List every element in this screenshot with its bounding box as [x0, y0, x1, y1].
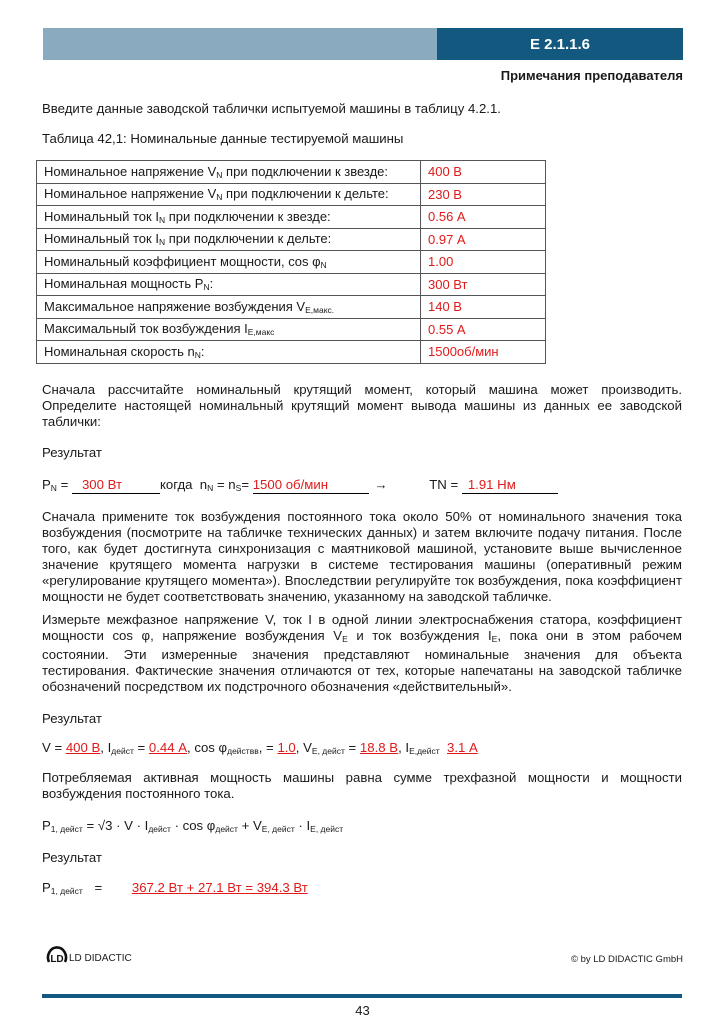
cos-value: 1.0 [277, 740, 296, 755]
text-part: и ток возбуждения I [347, 628, 492, 643]
pn-symbol: P [42, 477, 51, 492]
p-symbol: P [42, 818, 51, 833]
pn-value: 300 Вт [81, 477, 123, 492]
parameter-label: Номинальное напряжение $V_N$ при подключении к дельте: [37, 183, 421, 206]
p-symbol: P [42, 880, 51, 895]
arrow-icon: → [374, 477, 388, 492]
table-row [37, 273, 546, 296]
result-torque-line [42, 477, 682, 496]
table-row [37, 183, 546, 206]
text-part: , пока они в этом рабочем состоянии. Эти измеренные значения представляют номинальные значения для объекта тестирования. Фактические значения отличаются от тех, которые напечатаны на заводской табличке обозначений посредством их подстрочного обозначения «действительный». [42, 628, 682, 694]
equals: = [56, 477, 72, 492]
parameter-label: Номинальная мощность $P_N$: [37, 273, 421, 296]
header-bar-light [43, 28, 437, 60]
parameter-value: 0.97 А [421, 228, 546, 251]
result-power-line [42, 880, 682, 899]
parameter-label: Номинальный ток $I_N$ при подключении к дельте: [37, 228, 421, 251]
parameter-label: Номинальный ток $I_N$ при подключении к звезде: [37, 206, 421, 229]
subscript: E [491, 634, 498, 644]
parameter-label: Максимальное напряжение возбуждения $V_{E,макс.}$ [37, 296, 421, 319]
table-row [37, 161, 546, 184]
when-word: когда [159, 477, 193, 492]
logo-text: LD DIDACTIC [69, 953, 132, 964]
parameter-label: Номинальная скорость $n_N$: [37, 341, 421, 364]
footer-divider [42, 994, 682, 998]
nameplate-table [36, 160, 546, 364]
result-label-1: Результат [42, 445, 102, 460]
ld-didactic-logo [46, 940, 132, 966]
text-part: Измерьте межфазное напряжение V, ток I в одной линии электроснабжения статора, коэффициент мощности cos φ, напряжение возбуждения V [42, 612, 682, 643]
intro-text: Введите данные заводской таблички испытуемой машины в таблицу 4.2.1. [42, 101, 501, 116]
header-code-box [437, 28, 683, 60]
table-row [37, 341, 546, 364]
tn-value-field [462, 477, 558, 494]
svg-text:LD: LD [50, 954, 64, 965]
n-value: 1500 об/мин [252, 477, 328, 492]
subscript: 1, дейст [50, 886, 83, 896]
ie-value: 3.1 А [447, 740, 478, 755]
equals: = [344, 740, 360, 755]
ve-symbol: , V [295, 740, 312, 755]
parameter-label: Максимальный ток возбуждения $I_{E,макс}$ [37, 318, 421, 341]
page-subtitle: Примечания преподавателя [500, 68, 683, 83]
cos-symbol: , cos φ [187, 740, 228, 755]
n-value-field [253, 477, 369, 494]
power-value: 367.2 Вт + 27.1 Вт = 394.3 Вт [131, 880, 308, 895]
formula-part: · cos φ [170, 818, 216, 833]
ve-value: 18.8 В [359, 740, 399, 755]
n-subscript: N [207, 483, 214, 493]
ie-subscript: E,дейст [409, 746, 440, 756]
equals: = [133, 740, 149, 755]
instruction-power: Потребляемая активная мощность машины равна сумме трехфазной мощности и мощности возбуждения постоянного тока. [42, 770, 682, 801]
ns-symbol: = n [213, 477, 236, 492]
result-label-2: Результат [42, 711, 102, 726]
v-value: 400 В [65, 740, 101, 755]
tn-value: 1.91 Нм [467, 477, 516, 492]
pn-subscript: N [50, 483, 57, 493]
table-row [37, 296, 546, 319]
parameter-value: 230 В [421, 183, 546, 206]
ve-subscript: E, дейст [311, 746, 345, 756]
parameter-value: 140 В [421, 296, 546, 319]
table-caption: Таблица 42,1: Номинальные данные тестируемой машины [42, 131, 404, 146]
ld-logo-icon [46, 940, 68, 966]
equals: = [90, 880, 106, 895]
table-row [37, 251, 546, 274]
parameter-value: 1500об/мин [421, 341, 546, 364]
parameter-value: 400 В [421, 161, 546, 184]
pn-value-field [72, 477, 160, 494]
subscript: E [342, 634, 348, 644]
table-row [37, 318, 546, 341]
i-symbol: , I [100, 740, 112, 755]
subscript: дейст [215, 824, 238, 834]
cos-subscript: действв [227, 746, 259, 756]
i-value: 0.44 А [148, 740, 188, 755]
parameter-value: 1.00 [421, 251, 546, 274]
parameter-value: 0.56 А [421, 206, 546, 229]
subscript: E, дейст [261, 824, 295, 834]
table-row [37, 206, 546, 229]
v-symbol: V = [42, 740, 66, 755]
subscript: дейст [148, 824, 171, 834]
copyright: © by LD DIDACTIC GmbH [570, 954, 683, 965]
page-number: 43 [355, 1003, 370, 1018]
tn-symbol: TN = [429, 477, 462, 492]
ns-subscript: S [235, 483, 242, 493]
i-subscript: дейст [111, 746, 134, 756]
table-row [37, 228, 546, 251]
section-code: E 2.1.1.6 [529, 35, 591, 53]
result-measured-line [42, 740, 682, 759]
parameter-value: 0.55 А [421, 318, 546, 341]
n-symbol: n [199, 477, 208, 492]
formula-part: + V [237, 818, 262, 833]
power-formula [42, 818, 682, 837]
parameter-value: 300 Вт [421, 273, 546, 296]
equals: = [241, 477, 253, 492]
formula-part: · I [294, 818, 311, 833]
equals: , = [258, 740, 278, 755]
ie-symbol: , I [398, 740, 410, 755]
formula-part: = √3 · V · I [82, 818, 149, 833]
subscript: 1, дейст [50, 824, 83, 834]
subscript: E, дейст [310, 824, 344, 834]
parameter-label: Номинальный коэффициент мощности, $\cos \varphi_N$ [37, 251, 421, 274]
result-label-3: Результат [42, 850, 102, 865]
instruction-measure [42, 612, 682, 695]
instruction-excitation: Сначала примените ток возбуждения постоянного тока около 50% от номинального значения тока возбуждения (посмотрите на табличке технических данных) и затем включите подачу питания. После того, как будет достигнута синхронизация с маятниковой машиной, установите выше вычисленное значение крутящего момента нагрузки в системе тестирования машины (оперативный режим «регулирование крутящего момента»). Впоследствии регулируйте ток возбуждения, пока коэффициент мощности не будет соответствовать значению, указанному на заводской табличке. [42, 509, 682, 604]
parameter-label: Номинальное напряжение $V_N$ при подключении к звезде: [37, 161, 421, 184]
instruction-torque: Сначала рассчитайте номинальный крутящий момент, который машина может производить. Определите настоящей номинальный крутящий момент вывода машины из данных ее заводской таблички: [42, 382, 682, 429]
